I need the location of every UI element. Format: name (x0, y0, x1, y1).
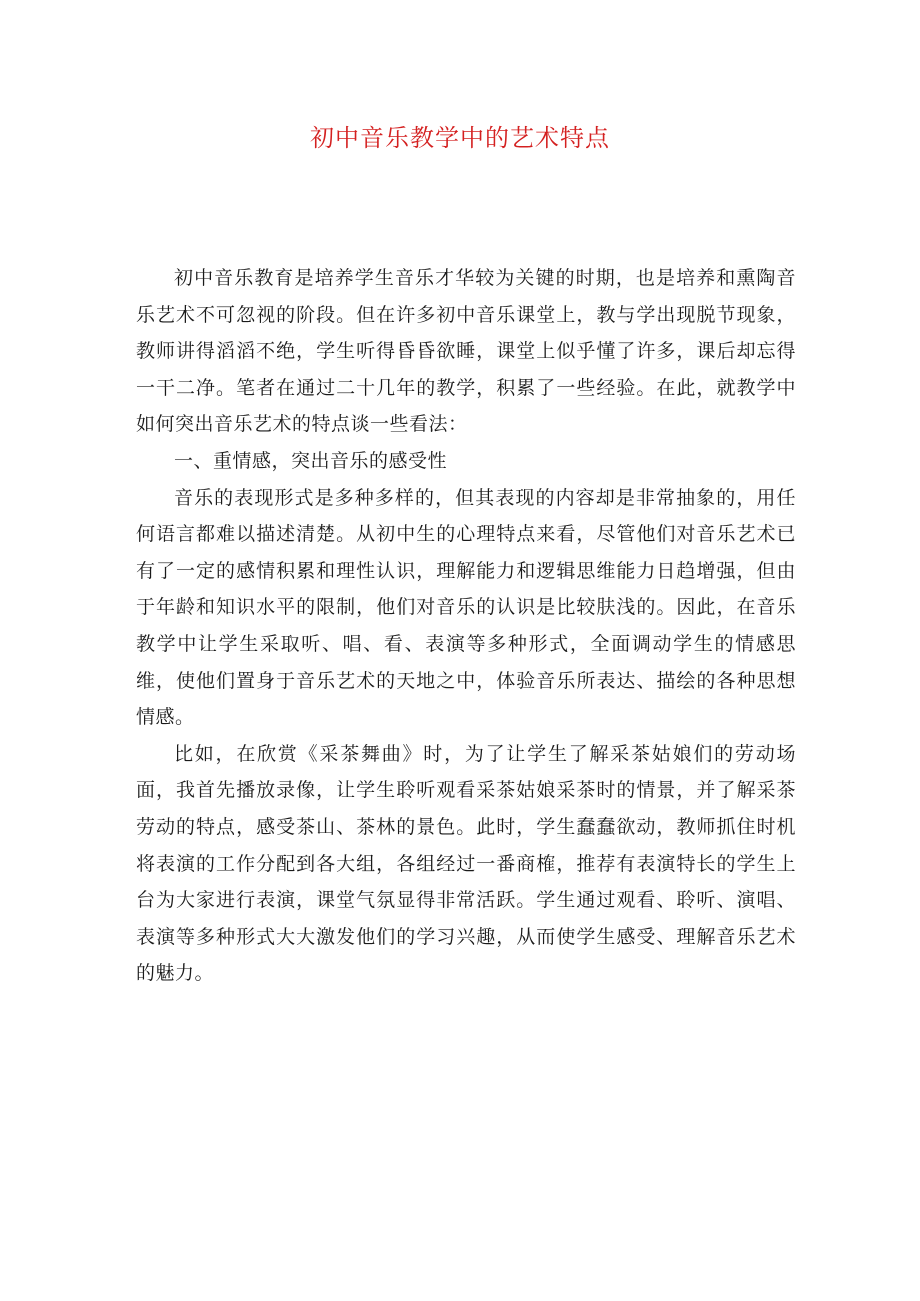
paragraph-example: 比如，在欣赏《采茶舞曲》时，为了让学生了解采茶姑娘们的劳动场面，我首先播放录像，让学生聆听观看采茶姑娘采茶时的情景，并了解采茶劳动的特点，感受茶山、茶林的景色。此时，学生蠢蠢欲动，教师抓住时机将表演的工作分配到各大组，各组经过一番商榷，推荐有表演特长的学生上台为大家进行表演，课堂气氛显得非常活跃。学生通过观看、聆听、演唱、表演等多种形式大大激发他们的学习兴趣，从而使学生感受、理解音乐艺术的魅力。 (136, 742, 796, 985)
document-title: 初中音乐教学中的艺术特点 (310, 124, 610, 152)
paragraph-intro: 初中音乐教育是培养学生音乐才华较为关键的时期，也是培养和熏陶音乐艺术不可忽视的阶段。但在许多初中音乐课堂上，教与学出现脱节现象，教师讲得滔滔不绝，学生听得昏昏欲睡，课堂上似乎懂了许多，课后却忘得一干二净。笔者在通过二十几年的教学，积累了一些经验。在此，就教学中如何突出音乐艺术的特点谈一些看法： (136, 267, 796, 436)
paragraph-section-body: 音乐的表现形式是多种多样的，但其表现的内容却是非常抽象的，用任何语言都难以描述清楚。从初中生的心理特点来看，尽管他们对音乐艺术已有了一定的感情积累和理性认识，理解能力和逻辑思维能力日趋增强，但由于年龄和知识水平的限制，他们对音乐的认识是比较肤浅的。因此，在音乐教学中让学生采取听、唱、看、表演等多种形式，全面调动学生的情感思维，使他们置身于音乐艺术的天地之中，体验音乐所表达、描绘的各种思想情感。 (136, 486, 796, 729)
section-heading: 一、重情感，突出音乐的感受性 (174, 449, 448, 472)
document-body (136, 260, 796, 992)
